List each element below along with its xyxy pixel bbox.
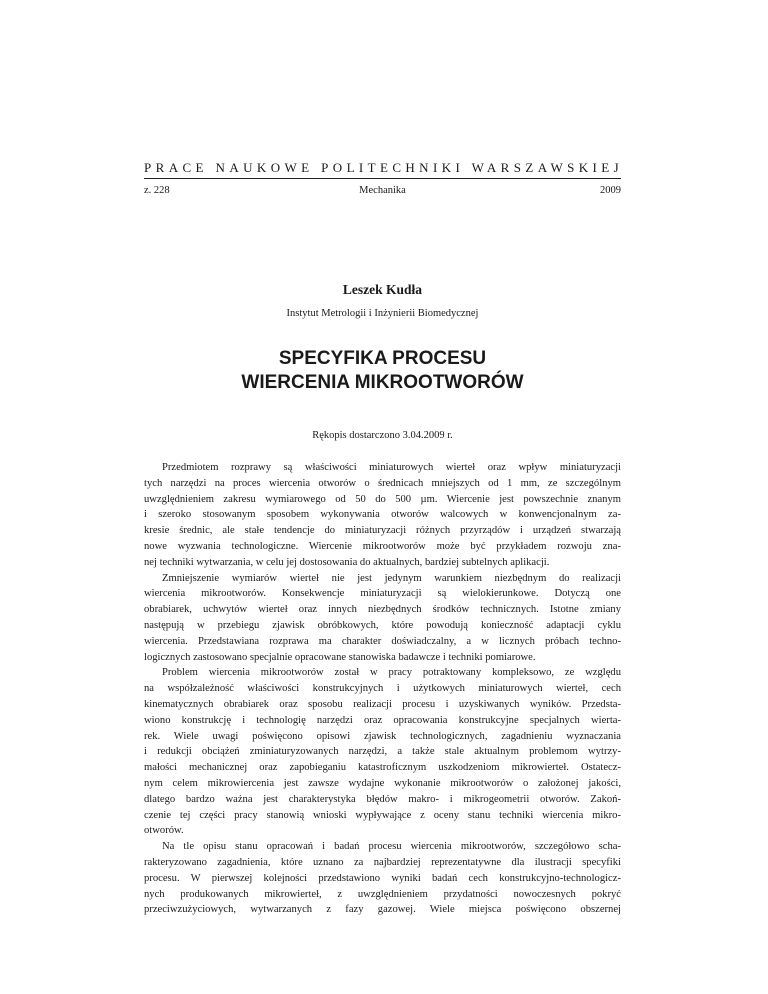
- text-line: tych narzędzi na proces wiercenia otworów o średnicach mniejszych od 1 mm, ze szczególnym: [144, 477, 621, 489]
- text-line: małości mechanicznej oraz zapobieganiu katastroficznym uszkodzeniom mikrowierteł. Ostatecz-: [144, 762, 621, 774]
- text-line: uwzględnieniem zakresu wymiarowego od 50 do 500 µm. Wiercenie jest powszechnie znanym: [144, 493, 621, 505]
- text-line: wiercenia. Przedstawiana rozprawa ma charakter doświadczalny, a w licznych próbach techno-: [144, 635, 621, 647]
- text-line: logicznych zastosowano specjalnie opracowane stanowiska badawcze i techniki pomiarowe.: [144, 651, 536, 663]
- text-line: Przedmiotem rozprawy są właściwości miniaturowych wierteł oraz wpływ miniaturyzacji: [162, 462, 621, 473]
- text-line: kresie średnic, ale stałe tendencje do miniaturyzacji różnych przyrządów i urządzeń stwarzają: [144, 525, 621, 537]
- text-line: nym celem mikrowiercenia jest zawsze wydajne wykonanie mikrootworów o założonej jakości,: [144, 777, 621, 789]
- text-line: Problem wiercenia mikrootworów został w pracy potraktowany kompleksowo, ze względu: [162, 667, 621, 679]
- text-line: nowe wyzwania technologiczne. Wiercenie mikrootworów może być przykładem rozwoju zna-: [144, 540, 621, 552]
- journal-series-title: PRACE NAUKOWE POLITECHNIKI WARSZAWSKIEJ: [144, 160, 624, 175]
- text-line: procesu. W pierwszej kolejności przedstawiono wyniki badań cech konstrukcyjno-technologicz-: [144, 872, 621, 884]
- section-name: Mechanika: [359, 185, 406, 196]
- text-line: kinematycznych obrabiarek oraz sposobu realizacji procesu i uzyskiwanych wyników. Przedsta-: [144, 698, 621, 710]
- text-line: wiercenia mikrootworów. Konsekwencje miniaturyzacji są wielokierunkowe. Dotyczą one: [144, 588, 621, 600]
- header-rule: [144, 178, 621, 179]
- text-line: obrabiarek, uchwytów wierteł oraz innych niezbędnych środków technicznych. Istotne zmiany: [144, 604, 621, 616]
- title-line: SPECYFIKA PROCESU: [278, 348, 487, 369]
- text-line: i szeroko stosowanym sposobem wykonywania otworów walcowych w konwencjonalnym za-: [144, 509, 621, 521]
- text-line: na współzależność właściwości konstrukcyjnych i użytkowych miniaturowych wierteł, cech: [144, 683, 621, 695]
- text-line: czenie tej części pracy stanowią wnioski wypływające z oceny stanu techniki wiercenia mikro-: [144, 809, 621, 821]
- author-name: Leszek Kudła: [342, 282, 423, 297]
- text-line: rek. Wiele uwagi poświęcono opisowi zjawisk technologicznych, zagadnieniu wyznaczania: [144, 730, 621, 742]
- text-line: następują w przebiegu zjawisk obróbkowych, które powodują konieczność adaptacji cyklu: [144, 619, 621, 631]
- text-line: nych produkowanych mikrowierteł, z uwzględnieniem przydatności nowoczesnych pokryć: [144, 888, 621, 900]
- author-affiliation: Instytut Metrologii i Inżynierii Biomedycznej: [286, 308, 479, 319]
- publication-year: 2009: [600, 185, 621, 196]
- text-line: dlatego bardzo ważna jest charakterystyka błędów makro- i mikrogeometrii otworów. Zakoń-: [144, 793, 621, 805]
- paper-title: [144, 347, 621, 395]
- text-line: otworów.: [144, 825, 184, 837]
- issue-number: z. 228: [144, 185, 170, 196]
- abstract-body: [144, 460, 621, 918]
- text-line: przeciwzużyciowych, wytwarzanych z fazy gazowej. Wiele miejsca poświęcono obszernej: [144, 904, 621, 916]
- received-date: Rękopis dostarczono 3.04.2009 r.: [312, 430, 453, 441]
- text-line: rakteryzowano zagadnienia, które uznano za najbardziej reprezentatywne dla ilustracji specyfiki: [144, 856, 621, 868]
- text-line: wiono konstrukcję i technologię narzędzi oraz opracowania konstrukcyjne specjalnych wierta-: [144, 714, 621, 726]
- text-line: Na tle opisu stanu opracowań i badań procesu wiercenia mikrootworów, szczegółowo scha-: [162, 841, 621, 853]
- title-line: WIERCENIA MIKROOTWORÓW: [241, 372, 524, 393]
- text-line: i redukcji obciążeń zminiaturyzowanych narzędzi, a także stale aktualnym problemom wytrzy-: [144, 746, 621, 758]
- text-line: nej techniki wytwarzania, w celu jej dostosowania do aktualnych, bardziej subtelnych aplikacji.: [144, 556, 550, 568]
- text-line: Zmniejszenie wymiarów wierteł nie jest jedynym warunkiem niezbędnym do realizacji: [162, 572, 621, 584]
